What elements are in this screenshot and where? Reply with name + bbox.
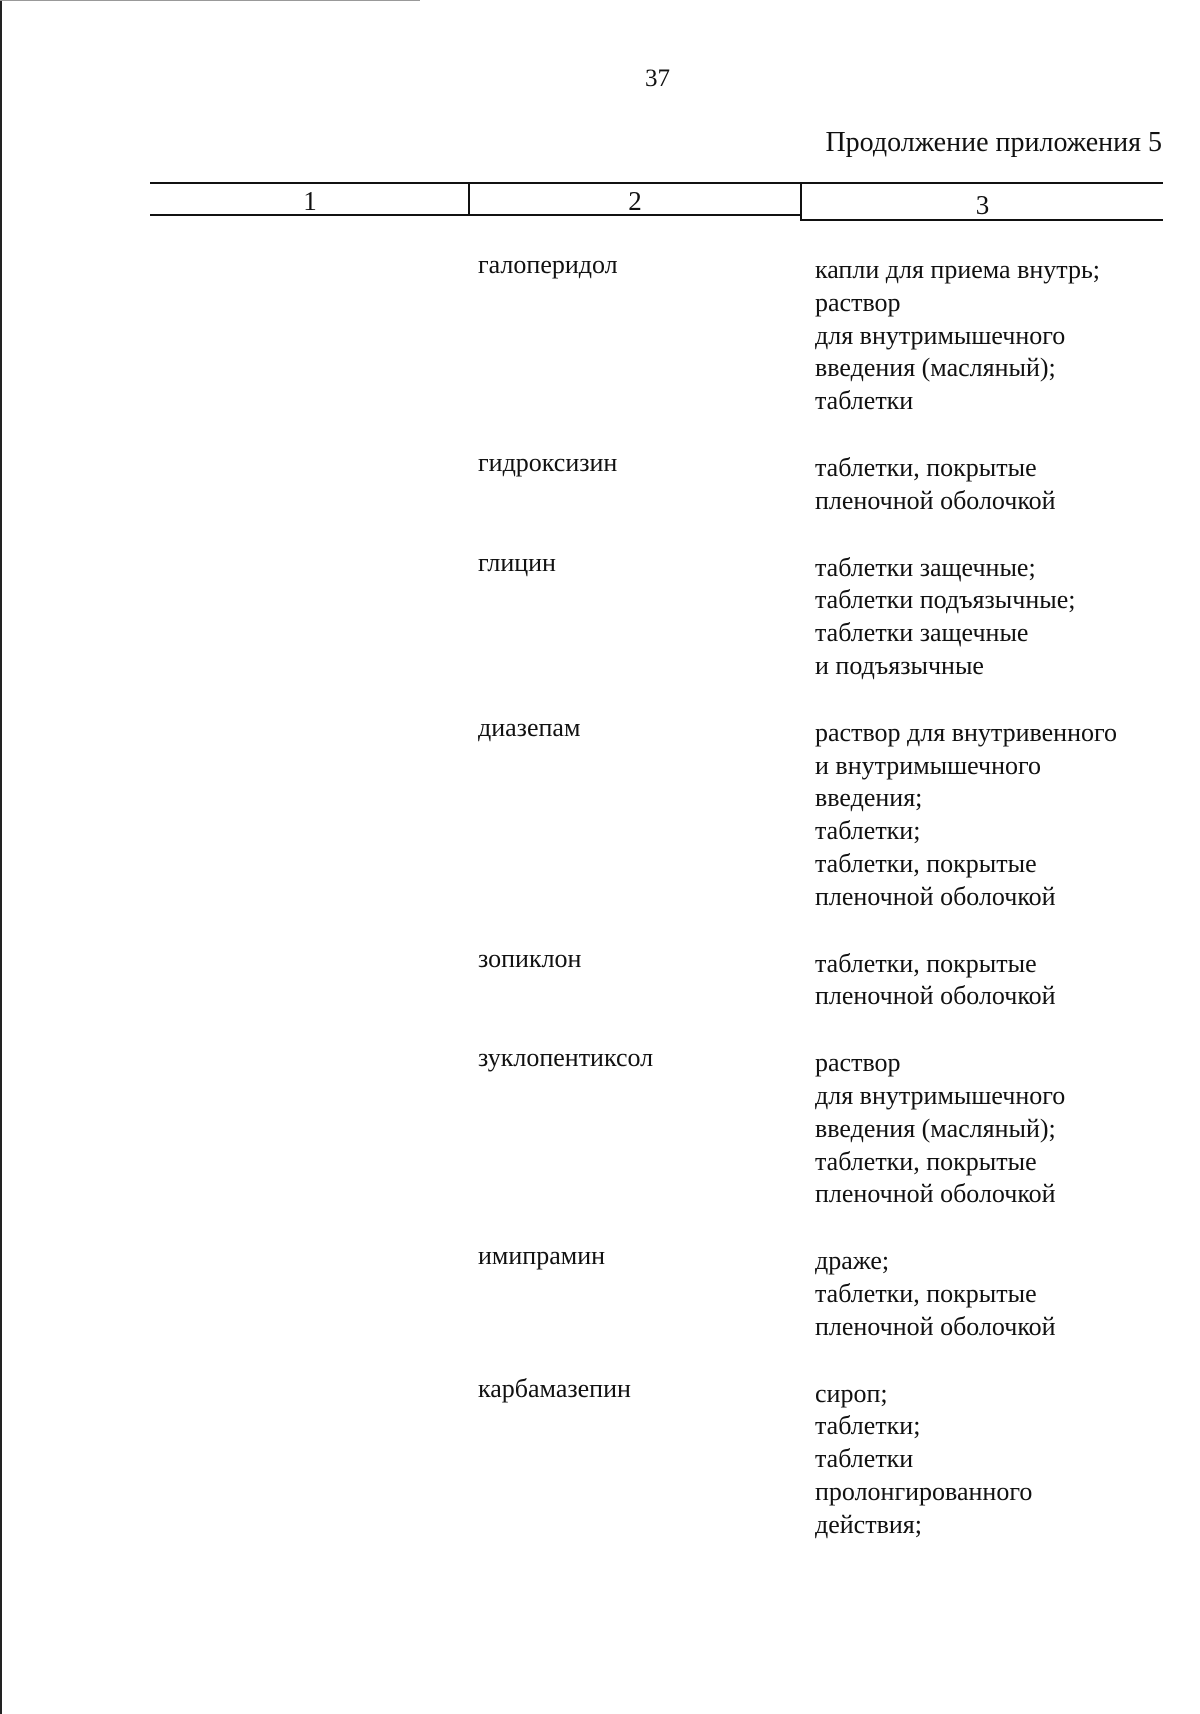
scan-edge-top — [0, 0, 420, 1]
dosage-form-line: таблетки, покрытые — [815, 1278, 1037, 1308]
table-row — [0, 548, 1200, 683]
dosage-form-line: раствор для внутривенного — [815, 717, 1117, 747]
column-header-1: 1 — [303, 186, 317, 216]
dosage-form-line: таблетки; — [815, 816, 921, 846]
drug-name: диазепам — [478, 712, 581, 742]
dosage-forms — [815, 250, 1175, 418]
table-body — [0, 250, 1200, 1542]
drug-name: карбамазепин — [478, 1373, 631, 1403]
dosage-form-line: раствор — [815, 287, 901, 317]
dosage-form-line: пленочной оболочкой — [815, 981, 1056, 1011]
table-row — [0, 944, 1200, 1014]
dosage-form-line: таблетки — [815, 1444, 914, 1474]
table-row — [0, 1374, 1200, 1542]
dosage-form-line: драже; — [815, 1246, 890, 1276]
dosage-forms — [815, 448, 1175, 518]
table-row — [0, 713, 1200, 914]
drug-name: галоперидол — [478, 250, 618, 279]
dosage-form-line: и внутримышечного — [815, 750, 1042, 780]
dosage-form-line: введения; — [815, 783, 923, 813]
dosage-form-line: таблетки, покрытые — [815, 1146, 1037, 1176]
column-header-3: 3 — [975, 190, 990, 220]
table-row — [0, 1043, 1200, 1211]
drug-name: глицин — [478, 547, 556, 577]
dosage-form-line: введения (масляный); — [815, 353, 1056, 383]
dosage-form-line: для внутримышечного — [815, 1080, 1066, 1110]
page-number: 37 — [645, 65, 670, 92]
dosage-form-line: для внутримышечного — [815, 320, 1066, 350]
dosage-forms — [815, 1043, 1175, 1211]
dosage-form-line: таблетки, покрытые — [815, 848, 1037, 878]
dosage-form-line: пролонгированного — [815, 1476, 1033, 1506]
dosage-form-line: пленочной оболочкой — [815, 1179, 1056, 1209]
dosage-form-line: таблетки — [815, 386, 914, 416]
dosage-form-line: таблетки подъязычные; — [815, 585, 1076, 615]
table-row — [0, 448, 1200, 518]
dosage-forms — [815, 1374, 1175, 1542]
dosage-forms — [815, 944, 1175, 1014]
continuation-heading: Продолжение приложения 5 — [825, 127, 1162, 158]
drug-name: имипрамин — [478, 1241, 606, 1271]
dosage-form-line: таблетки, покрытые — [815, 948, 1037, 978]
dosage-form-line: таблетки, покрытые — [815, 452, 1037, 482]
dosage-form-line: сироп; — [815, 1378, 888, 1408]
dosage-form-line: действия; — [815, 1509, 922, 1539]
dosage-form-line: капли для приема внутрь; — [815, 255, 1101, 284]
dosage-form-line: раствор — [815, 1048, 901, 1078]
dosage-forms — [815, 548, 1175, 683]
column-header-2: 2 — [628, 186, 642, 216]
dosage-form-line: таблетки; — [815, 1411, 921, 1441]
drug-name: зопиклон — [478, 943, 582, 973]
dosage-forms — [815, 713, 1175, 914]
dosage-form-line: и подъязычные — [815, 650, 984, 680]
dosage-form-line: пленочной оболочкой — [815, 485, 1056, 515]
table-row — [0, 1241, 1200, 1343]
dosage-form-line: введения (масляный); — [815, 1113, 1056, 1143]
drug-name: зуклопентиксол — [478, 1043, 654, 1073]
table-row — [0, 250, 1200, 418]
dosage-form-line: пленочной оболочкой — [815, 1311, 1056, 1341]
dosage-form-line: пленочной оболочкой — [815, 881, 1056, 911]
drug-name: гидроксизин — [478, 447, 618, 477]
dosage-forms — [815, 1241, 1175, 1343]
dosage-form-line: таблетки защечные — [815, 618, 1029, 648]
table-top-rule — [150, 182, 1163, 184]
dosage-form-line: таблетки защечные; — [815, 552, 1036, 582]
